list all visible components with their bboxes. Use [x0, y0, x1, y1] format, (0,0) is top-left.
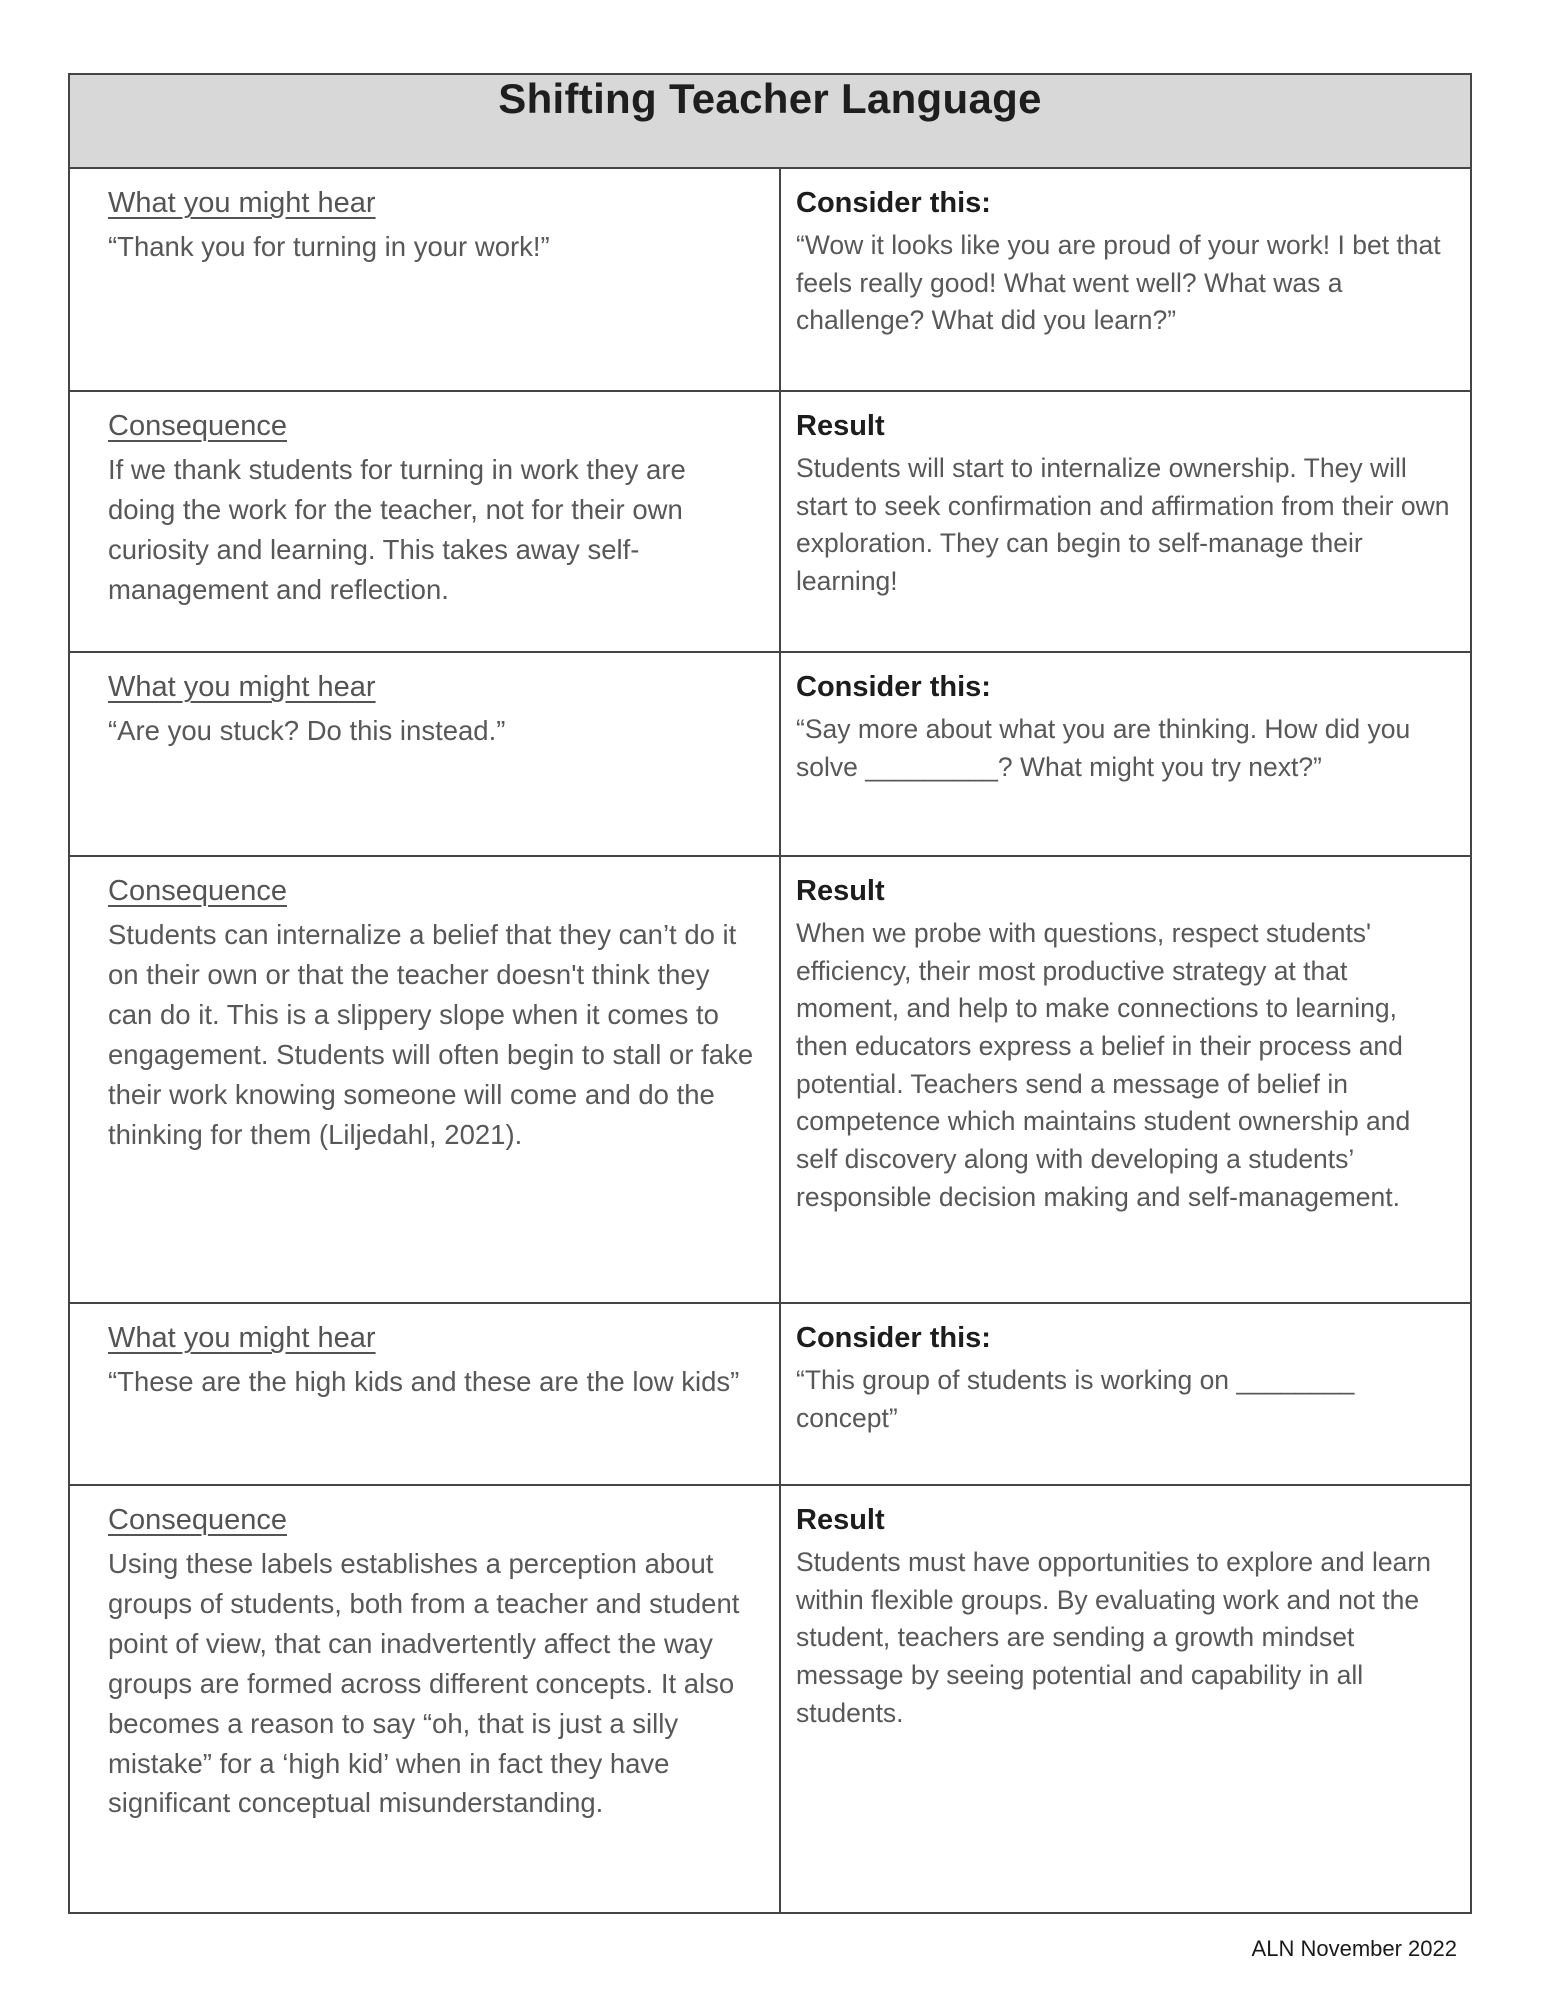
- row-4-right-cell: [780, 856, 1471, 1303]
- table-row: [69, 391, 1471, 652]
- cell-body: When we probe with questions, respect students' efficiency, their most productive strategy at that moment, and help to make connections to learning, then educators express a belief in their process and potential. Teachers send a message of belief in competence which maintains student ownership and self discovery along with developing a students’ responsible decision making and self-management.: [796, 918, 1411, 1212]
- row-6-left-cell: [69, 1485, 780, 1913]
- document-page: [68, 73, 1470, 1914]
- cell-body: Students will start to internalize ownership. They will start to seek confirmation and affirmation from their own exploration. They can begin to self-manage their learning!: [796, 453, 1450, 597]
- table-row: [69, 168, 1471, 391]
- row-2-right-cell: [780, 391, 1471, 652]
- row-5-left-cell: [69, 1303, 780, 1485]
- cell-body: If we thank students for turning in work they are doing the work for the teacher, not for their own curiosity and learning. This takes away self-management and reflection.: [108, 454, 686, 605]
- table-row: [69, 1303, 1471, 1485]
- row-1-left-cell: [69, 168, 780, 391]
- table-row: [69, 856, 1471, 1303]
- cell-body: Students can internalize a belief that they can’t do it on their own or that the teacher doesn't think they can do it. This is a slippery slope when it comes to engagement. Students will often begin to stall or fake their work knowing someone will come and do the thinking for them (Liljedahl, 2021).: [108, 919, 754, 1150]
- cell-body: “This group of students is working on ________ concept”: [796, 1365, 1355, 1433]
- cell-body: Using these labels establishes a perception about groups of students, both from a teacher and student point of view, that can inadvertently affect the way groups are formed across different concepts. It also becomes a reason to say “oh, that is just a silly mistake” for a ‘high kid’ when in fact they have significant conceptual misunderstanding.: [108, 1548, 740, 1819]
- table-row: [69, 652, 1471, 856]
- cell-body: “These are the high kids and these are the low kids”: [108, 1366, 740, 1398]
- cell-heading: Result: [796, 1504, 885, 1536]
- shifting-teacher-language-table: [68, 73, 1472, 1914]
- row-4-left-cell: [69, 856, 780, 1303]
- row-2-left-cell: [69, 391, 780, 652]
- cell-heading: Result: [796, 410, 885, 442]
- cell-body: Students must have opportunities to explore and learn within flexible groups. By evaluating work and not the student, teachers are sending a growth mindset message by seeing potential and capability in all students.: [796, 1547, 1431, 1728]
- cell-body: “Thank you for turning in your work!”: [108, 231, 550, 263]
- cell-heading: What you might hear: [108, 1322, 376, 1354]
- cell-heading: Result: [796, 875, 885, 907]
- cell-heading: Consequence: [108, 410, 287, 442]
- row-1-right-cell: [780, 168, 1471, 391]
- cell-heading: Consequence: [108, 1504, 287, 1536]
- row-3-left-cell: [69, 652, 780, 856]
- cell-heading: Consequence: [108, 875, 287, 907]
- table-row: [69, 1485, 1471, 1913]
- cell-heading: What you might hear: [108, 187, 376, 219]
- row-6-right-cell: [780, 1485, 1471, 1913]
- page-title: Shifting Teacher Language: [69, 74, 1471, 168]
- cell-heading: Consider this:: [796, 1322, 991, 1354]
- cell-body: “Say more about what you are thinking. How did you solve _________? What might you try next?”: [796, 714, 1411, 782]
- row-3-right-cell: [780, 652, 1471, 856]
- cell-heading: What you might hear: [108, 671, 376, 703]
- footer-credit: ALN November 2022: [1251, 1936, 1457, 1961]
- table-title-row: [69, 74, 1471, 168]
- cell-heading: Consider this:: [796, 671, 991, 703]
- cell-body: “Are you stuck? Do this instead.”: [108, 715, 506, 747]
- cell-body: “Wow it looks like you are proud of your work! I bet that feels really good! What went well? What was a challenge? What did you learn?”: [796, 230, 1441, 336]
- row-5-right-cell: [780, 1303, 1471, 1485]
- cell-heading: Consider this:: [796, 187, 991, 219]
